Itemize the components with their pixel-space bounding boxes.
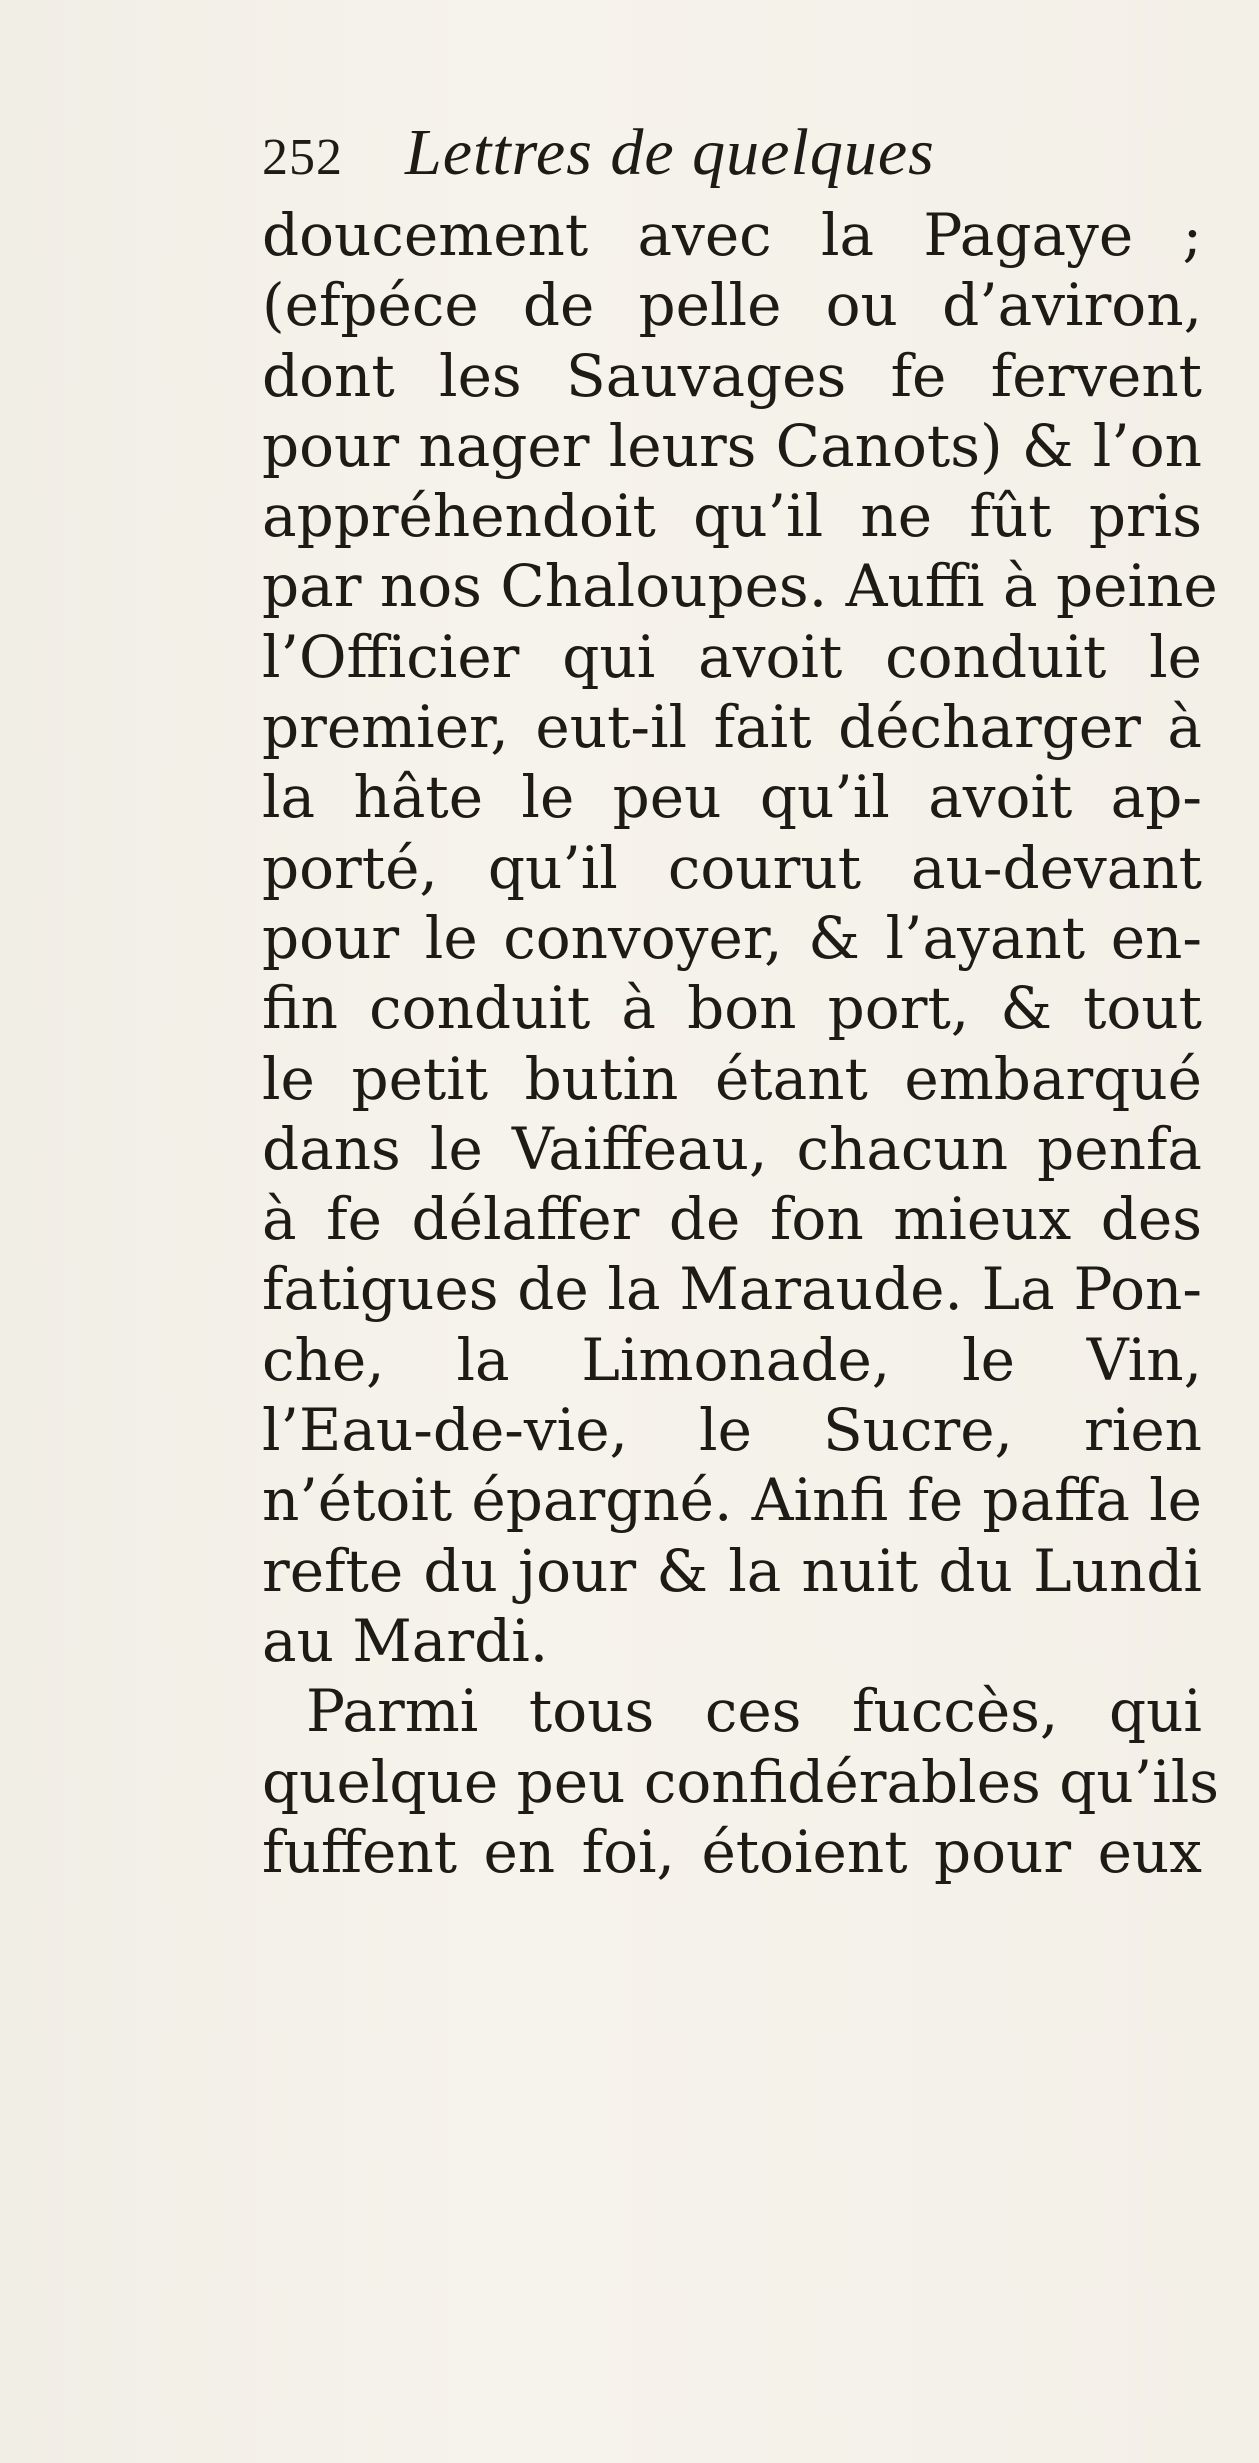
text-line: fatigues de la Maraude. La Pon- bbox=[262, 1255, 1202, 1324]
text-line: quelque peu confidérables qu’ils bbox=[262, 1747, 1220, 1816]
text-line: dans le Vaiffeau, chacun penfa bbox=[262, 1114, 1202, 1183]
text-line: pour nager leurs Canots) & l’on bbox=[262, 411, 1202, 480]
page-header bbox=[262, 115, 935, 195]
text-line: au Mardi. bbox=[262, 1606, 549, 1675]
text-line: à fe délaffer de fon mieux des bbox=[262, 1185, 1202, 1254]
text-line: l’Eau-de-vie, le Sucre, rien bbox=[262, 1396, 1202, 1465]
text-line: par nos Chaloupes. Auffi à peine bbox=[262, 552, 1218, 621]
text-line: la hâte le peu qu’il avoit ap- bbox=[262, 763, 1202, 832]
text-line: l’Officier qui avoit conduit le bbox=[262, 622, 1202, 691]
text-line: pour le convoyer, & l’ayant en- bbox=[262, 903, 1202, 972]
text-line: doucement avec la Pagaye ; bbox=[262, 201, 1202, 269]
text-line: Parmi tous ces fuccès, qui bbox=[306, 1677, 1202, 1746]
text-line: dont les Sauvages fe fervent bbox=[262, 341, 1202, 410]
text-line: fuffent en foi, étoient pour eux bbox=[262, 1817, 1202, 1886]
text-line: premier, eut-il fait décharger à bbox=[262, 693, 1202, 762]
text-line: (efpéce de pelle ou d’aviron, bbox=[262, 271, 1202, 340]
text-line: le petit butin étant embarqué bbox=[262, 1044, 1202, 1113]
text-line: che, la Limonade, le Vin, bbox=[262, 1325, 1202, 1394]
text-line: porté, qu’il courut au-devant bbox=[262, 833, 1202, 902]
text-line: appréhendoit qu’il ne fût pris bbox=[262, 482, 1202, 551]
page-number: 252 bbox=[262, 129, 343, 186]
text-line: refte du jour & la nuit du Lundi bbox=[262, 1536, 1202, 1605]
body-text bbox=[262, 200, 1220, 1887]
running-head: Lettres de quelques bbox=[405, 116, 935, 189]
text-line: fin conduit à bon port, & tout bbox=[262, 974, 1202, 1043]
text-line: n’étoit épargné. Ainfi fe paffa le bbox=[262, 1466, 1202, 1535]
